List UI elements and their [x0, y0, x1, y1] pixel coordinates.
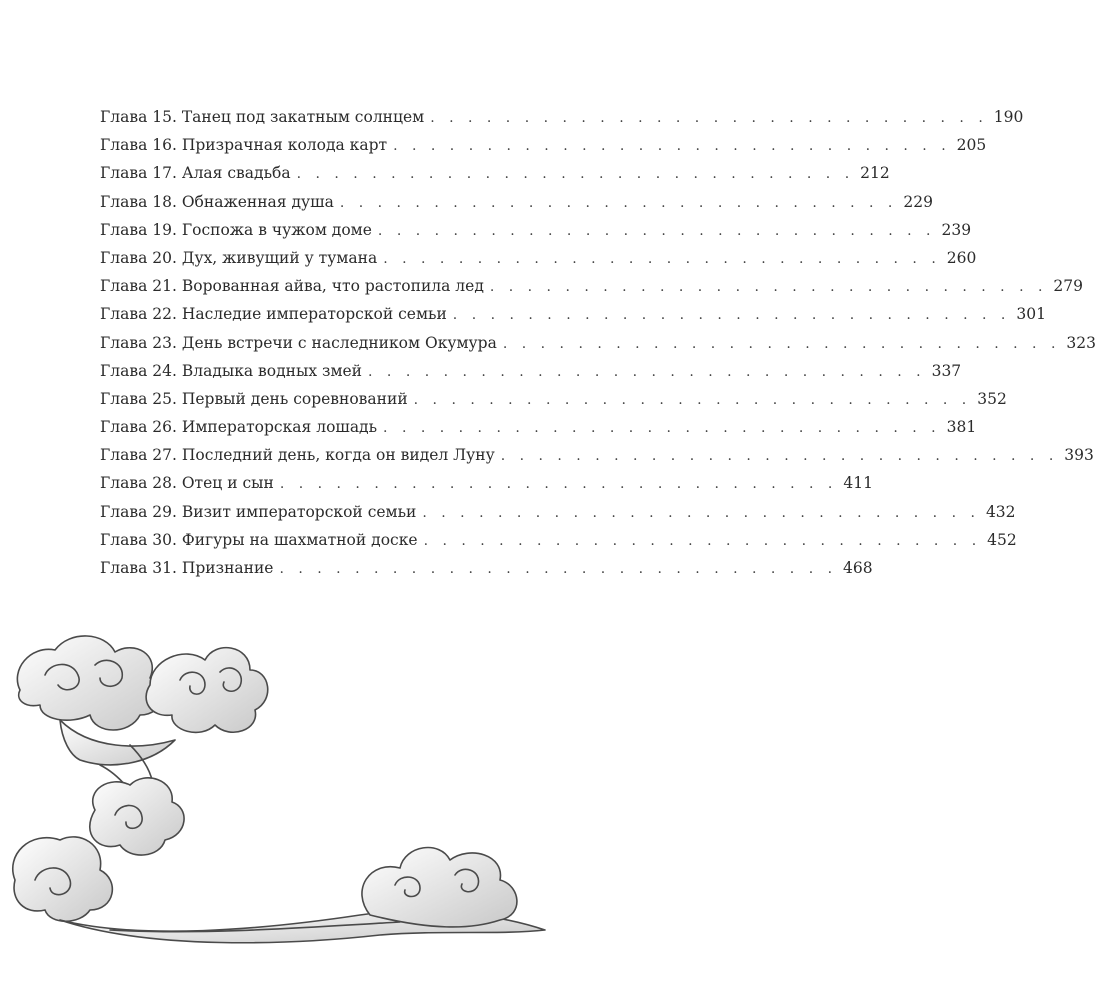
toc-chapter-title: Ворованная айва, что растопила лед — [181, 277, 484, 296]
toc-leader-dots: . . . . . . . . . . . . . . . . . . . . . . . . . . . . . . — [296, 166, 855, 183]
toc-chapter-number: Глава 22. — [100, 305, 177, 324]
toc-chapter-title: Фигуры на шахматной доске — [181, 530, 418, 549]
toc-entry[interactable] — [100, 216, 972, 244]
toc-leader-dots: . . . . . . . . . . . . . . . . . . . . . . . . . . . . . . — [422, 504, 980, 521]
toc-page-number: 212 — [860, 164, 890, 183]
toc-leader-dots: . . . . . . . . . . . . . . . . . . . . . . . . . . . . . . — [377, 222, 936, 239]
toc-chapter-title: Призрачная колода карт — [181, 136, 388, 155]
toc-leader-dots: . . . . . . . . . . . . . . . . . . . . . . . . . . . . . . — [430, 110, 988, 126]
toc-page-number: 205 — [956, 136, 987, 155]
cloud-wave-ornament-icon — [0, 630, 619, 1000]
toc-chapter-number: Глава 31. — [100, 559, 177, 577]
toc-entry[interactable] — [100, 103, 1024, 131]
toc-chapter-number: Глава 23. — [100, 333, 177, 352]
toc-leader-dots: . . . . . . . . . . . . . . . . . . . . . . . . . . . . . . — [502, 335, 1061, 352]
toc-entry[interactable] — [100, 188, 933, 216]
toc-page-number: 301 — [1016, 305, 1046, 324]
toc-page-number: 381 — [946, 418, 977, 437]
toc-leader-dots: . . . . . . . . . . . . . . . . . . . . . . . . . . . . . . — [489, 279, 1048, 296]
toc-chapter-title: Госпожа в чужом доме — [181, 220, 372, 239]
toc-page-number: 323 — [1066, 333, 1096, 352]
toc-entry[interactable] — [100, 498, 1016, 526]
toc-chapter-number: Глава 15. — [100, 108, 177, 126]
toc-chapter-number: Глава 16. — [100, 136, 177, 155]
toc-chapter-title: Отец и сын — [181, 474, 274, 493]
toc-chapter-title: Первый день соревнований — [181, 389, 408, 408]
toc-entry[interactable] — [100, 329, 1096, 357]
toc-chapter-number: Глава 25. — [100, 389, 177, 408]
toc-entry[interactable] — [100, 131, 987, 159]
toc-entry[interactable] — [100, 300, 1046, 328]
toc-page-number: 337 — [931, 361, 962, 380]
toc-entry[interactable] — [100, 357, 962, 385]
toc-page-number: 468 — [843, 559, 873, 577]
toc-page-number: 239 — [941, 220, 972, 239]
toc-chapter-title: День встречи с наследником Окумура — [181, 333, 497, 352]
toc-chapter-title: Последний день, когда он видел Луну — [181, 446, 495, 465]
toc-entry[interactable] — [100, 159, 890, 187]
table-of-contents — [100, 103, 1096, 582]
toc-leader-dots: . . . . . . . . . . . . . . . . . . . . . . . . . . . . . . — [279, 561, 838, 577]
toc-chapter-number: Глава 28. — [100, 474, 177, 493]
toc-page-number: 432 — [985, 502, 1016, 521]
toc-chapter-number: Глава 30. — [100, 530, 177, 549]
toc-entry[interactable] — [100, 385, 1007, 413]
toc-chapter-title: Обнаженная душа — [181, 192, 334, 211]
toc-leader-dots: . . . . . . . . . . . . . . . . . . . . . . . . . . . . . . — [452, 307, 1011, 324]
toc-chapter-title: Владыка водных змей — [181, 361, 363, 380]
toc-entry[interactable] — [100, 413, 977, 441]
toc-page-number: 352 — [977, 389, 1007, 408]
toc-chapter-title: Признание — [181, 559, 274, 577]
toc-page-number: 260 — [946, 248, 977, 267]
toc-chapter-number: Глава 24. — [100, 361, 177, 380]
toc-chapter-number: Глава 17. — [100, 164, 177, 183]
toc-page-number: 279 — [1053, 277, 1084, 296]
toc-entry[interactable] — [100, 469, 873, 497]
toc-page-number: 229 — [903, 192, 933, 211]
toc-page-number: 452 — [987, 530, 1017, 549]
toc-chapter-title: Визит императорской семьи — [181, 502, 417, 521]
toc-leader-dots: . . . . . . . . . . . . . . . . . . . . . . . . . . . . . . — [413, 391, 972, 408]
toc-entry[interactable] — [100, 526, 1017, 554]
toc-chapter-title: Наследие императорской семьи — [181, 305, 447, 324]
toc-page-number: 393 — [1064, 446, 1094, 465]
toc-page-number: 190 — [993, 108, 1024, 126]
toc-entry[interactable] — [100, 554, 873, 582]
toc-leader-dots: . . . . . . . . . . . . . . . . . . . . . . . . . . . . . . — [383, 420, 941, 437]
toc-chapter-number: Глава 29. — [100, 502, 177, 521]
toc-chapter-number: Глава 26. — [100, 418, 177, 437]
toc-leader-dots: . . . . . . . . . . . . . . . . . . . . . . . . . . . . . . — [383, 250, 941, 267]
toc-chapter-number: Глава 27. — [100, 446, 177, 465]
toc-chapter-title: Танец под закатным солнцем — [181, 108, 425, 126]
toc-chapter-title: Алая свадьба — [181, 164, 291, 183]
toc-leader-dots: . . . . . . . . . . . . . . . . . . . . . . . . . . . . . . — [393, 138, 951, 155]
toc-chapter-number: Глава 18. — [100, 192, 177, 211]
toc-leader-dots: . . . . . . . . . . . . . . . . . . . . . . . . . . . . . . — [368, 363, 926, 380]
toc-chapter-title: Дух, живущий у тумана — [181, 248, 378, 267]
toc-leader-dots: . . . . . . . . . . . . . . . . . . . . . . . . . . . . . . — [339, 194, 898, 211]
toc-leader-dots: . . . . . . . . . . . . . . . . . . . . . . . . . . . . . . — [500, 448, 1059, 465]
toc-entry[interactable] — [100, 272, 1084, 300]
toc-chapter-number: Глава 20. — [100, 248, 177, 267]
toc-leader-dots: . . . . . . . . . . . . . . . . . . . . . . . . . . . . . . — [423, 532, 982, 549]
toc-page-number: 411 — [843, 474, 873, 493]
toc-leader-dots: . . . . . . . . . . . . . . . . . . . . . . . . . . . . . . — [279, 476, 838, 493]
toc-chapter-number: Глава 19. — [100, 220, 177, 239]
toc-chapter-title: Императорская лошадь — [181, 418, 378, 437]
toc-chapter-number: Глава 21. — [100, 277, 177, 296]
toc-entry[interactable] — [100, 441, 1094, 469]
toc-entry[interactable] — [100, 244, 977, 272]
